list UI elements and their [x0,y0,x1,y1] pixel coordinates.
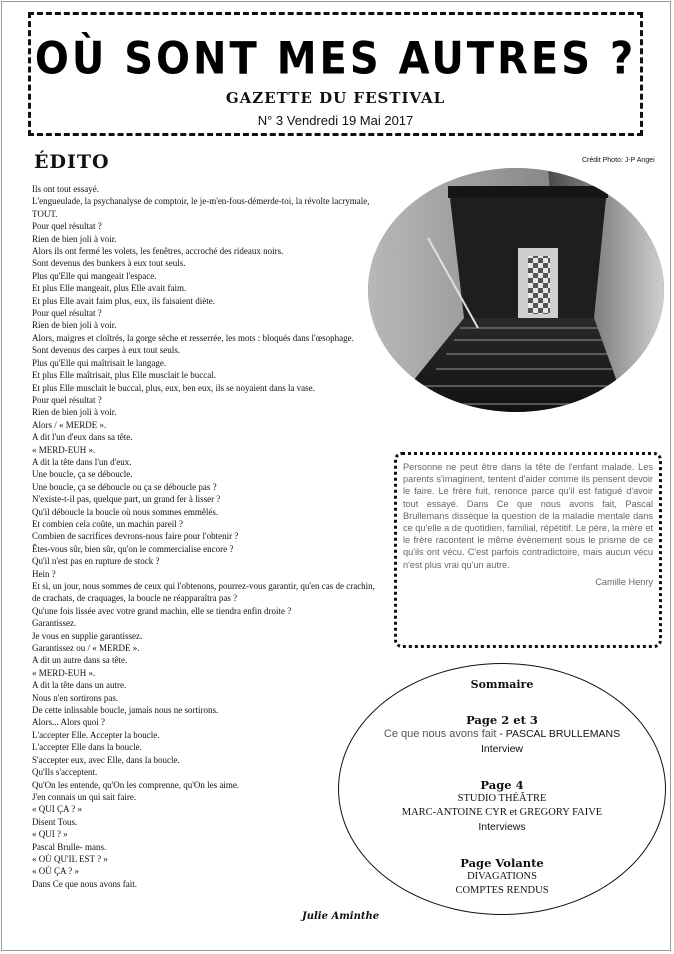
edito-line: « MERD-EUH ». [32,667,96,678]
edito-line: S'accepter eux, avec Elle, dans la boucle. [32,754,180,765]
edito-line: Alors, maigres et cloîtrés, la gorge sèche et resserrée, les mots : bloqués dans l'œsophage. [32,332,354,343]
staircase-photo [368,168,664,412]
staircase-photo-image [368,168,664,412]
edito-line: A dit la tête dans un autre. [32,680,127,691]
sommaire-entry: DIVAGATIONS [467,871,537,882]
issue-date: N° 3 Vendredi 19 Mai 2017 [257,113,414,128]
edito-line: Dans Ce que nous avons fait. [32,878,137,889]
edito-line: Et plus Elle maîtrisait, plus Elle musclait le buccal. [32,370,216,381]
edito-line: Rien de bien joli à voir. [32,233,117,244]
edito-line: Pascal Brulle- mans. [32,841,107,852]
review-quote-author: Camille Henry [595,576,653,587]
edito-line: Et plus Elle mangeait, plus Elle avait faim. [32,283,187,294]
photo-credit: Crédit Photo: J-P Angei [582,157,655,164]
edito-line: Ils ont tout essayé. [32,184,99,194]
edito-line: Êtes-vous sûr, bien sûr, qu'on le commercialise encore ? [32,543,234,554]
masthead [28,12,643,136]
review-quote-text: Personne ne peut être dans la tête de l'enfant malade. Les parents s'imaginent, tentent d'aider comme ils pensent devoir le faire. Le frère fuit, renonce parce qu'il est fatigué d'avoir tout essayé. Dans Ce que nous avons fait, Pascal Brullemans dissèque la question de la maladie mentale dans ce qu'elle a de quotidien, familial, répétitif. Le père, la mère et le frère racontent le même évènement sous le prisme de ce qu'ils ont vécu. C'est parfois contradictoire, mais aucun vécu n'est plus vrai qu'un autre. [403,462,653,570]
edito-line: Une boucle, ça se déboucle ou ça se déboucle pas ? [32,481,217,492]
edito-line: Et combien cela coûte, un machin pareil ? [32,518,183,529]
edito-line: « OÙ QU'IL EST ? » [32,853,108,864]
sommaire-page-volante: Page Volante [460,856,544,870]
sommaire-entry-type: Interview [480,743,523,755]
edito-line: L'accepter Elle dans la boucle. [32,742,142,753]
edito-line: Et si, un jour, nous sommes de ceux qui l'obtenons, pourrez-vous garantir, qu'en cas de crachin, de crachats, de craquages, la boucle ne réapparaîtra pas ? [32,581,375,604]
edito-line: Alors / « MERDE ». [32,419,107,430]
edito-line: Combien de sacrifices devrons-nous faire pour l'obtenir ? [32,531,239,542]
edito-line: Sont devenus des carpes à eux tout seuls. [32,345,180,356]
sommaire-entry [338,727,666,742]
edito-line: Alors ils ont fermé les volets, les fenêtres, accroché des rideaux noirs. [32,246,284,257]
author-signature: Julie Aminthe [302,911,380,922]
edito-line: J'en connais un qui sait faire. [32,791,137,802]
edito-line: Sont devenus des bunkers à eux tout seuls. [32,258,186,269]
edito-line: De cette inlissable boucle, jamais nous ne sortirons. [32,705,219,716]
edito-line: Garantissez ou / « MERDE ». [32,643,140,654]
sommaire-entry-type: Interviews [478,821,526,833]
sommaire [338,678,666,898]
edito-line: « QUI ÇA ? » [32,804,82,815]
edito-line: Rien de bien joli à voir. [32,407,117,418]
edito-line: Rien de bien joli à voir. [32,320,117,331]
edito-line: « MERD-EUH ». [32,444,96,455]
edito-line: Disent Tous. [32,816,78,827]
edito-line: A dit la tête dans l'un d'eux. [32,456,132,467]
edito-line: A dit un autre dans sa tête. [32,655,128,666]
sommaire-entry: STUDIO THÉÂTRE [457,793,547,804]
edito-line: Plus qu'Elle qui maîtrisait le langage. [32,357,167,368]
edito-line: L'accepter Elle. Accepter la boucle. [32,729,160,740]
edito-line: Alors... Alors quoi ? [32,717,105,728]
edito-line: Et plus Elle avait faim plus, eux, ils faisaient diète. [32,295,215,306]
edito-line: A dit l'un d'eux dans sa tête. [32,432,133,443]
edito-line: « OÙ ÇA ? » [32,866,79,877]
review-quote-box [394,452,662,648]
edito-line: Une boucle, ça se déboucle. [32,469,133,480]
edito-line: Hein ? [32,568,56,579]
sommaire-page-4: Page 4 [480,778,524,792]
edito-line: Qu'il n'est pas en rupture de stock ? [32,556,160,567]
edito-line: « QUI ? » [32,829,68,840]
sommaire-title: Sommaire [470,678,534,691]
edito-line: Qu'Ils s'acceptent. [32,767,98,778]
sommaire-entry: MARC-ANTOINE CYR et GREGORY FAIVE [401,807,603,818]
edito-line: Je vous en supplie garantissez. [32,630,143,641]
sommaire-page-2-3: Page 2 et 3 [466,713,538,727]
edito-line: Garantissez. [32,618,77,629]
gazette-title: OÙ SONT MES AUTRES ? [34,33,637,85]
edito-heading: ÉDITO [34,151,110,173]
edito-line: L'engueulade, la psychanalyse de comptoir, le je-m'en-fous-démerde-toi, la révolte lacrymale, TOUT. [32,196,370,219]
sommaire-author: - PASCAL BRULLEMANS [496,728,621,740]
edito-line: Pour quel résultat ? [32,394,102,405]
edito-line: Pour quel résultat ? [32,308,102,319]
edito-line: Qu'On les entende, qu'On les comprenne, qu'On les aime. [32,779,240,790]
edito-line: Qu'une fois lissée avec votre grand machin, elle se tiendra enfin droite ? [32,605,292,616]
edito-line: Et plus Elle musclait le buccal, plus, eux, ben eux, ils se noyaient dans la vase. [32,382,315,393]
edito-line: N'existe-t-il pas, quelque part, un grand fer à lisser ? [32,494,221,505]
edito-line: Qu'il déboucle la boucle où nous sommes emmêlés. [32,506,219,517]
gazette-subtitle: GAZETTE DU FESTIVAL [225,89,446,107]
edito-line: Plus qu'Elle qui mangeait l'espace. [32,270,157,281]
edito-line: Pour quel résultat ? [32,221,102,232]
edito-line: Nous n'en sortirons pas. [32,692,119,703]
sommaire-entry: COMPTES RENDUS [455,885,549,896]
sommaire-play-title: Ce que nous avons fait [383,728,497,740]
edito-text [32,183,382,890]
